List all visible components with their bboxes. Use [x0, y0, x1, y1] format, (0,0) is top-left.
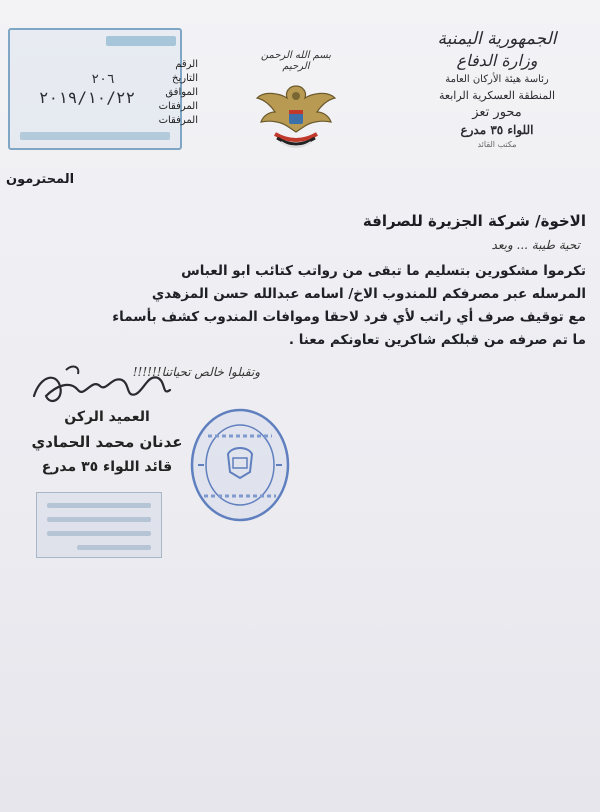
stamp-line [77, 545, 151, 550]
label-corresponding: الموافق [165, 87, 198, 98]
greeting-line: تحية طيبة ... وبعد [491, 238, 580, 252]
signer-rank: العميد الركن [64, 409, 150, 425]
signature-block [22, 405, 192, 479]
label-attachments-2: المرفقات [158, 115, 198, 126]
salutation-respected: المحترمون [6, 172, 75, 187]
eagle-emblem-icon [251, 76, 341, 154]
body-line: تكرموا مشكورين بتسليم ما تبقى من رواتب كتائب ابو العباس [181, 263, 586, 279]
stamp-line [47, 517, 151, 522]
letterhead-brigade: اللواء ٣٥ مدرع [460, 123, 534, 137]
national-emblem [246, 50, 346, 158]
label-attachments: المرفقات [158, 101, 198, 112]
letterhead-region: المنطقة العسكرية الرابعة [439, 89, 555, 102]
reference-number: ٢٠٦ [91, 72, 115, 87]
body-line: مع توقيف صرف أي راتب لأي فرد لاحقا وموافات المندوب كشف بأسماء [112, 309, 586, 325]
stamp-line [47, 503, 151, 508]
stamp-footer-bar [20, 132, 170, 140]
signer-title: قائد اللواء ٣٥ مدرع [41, 459, 173, 475]
stamp-line [47, 531, 151, 536]
letterhead-staff: رئاسة هيئة الأركان العامة [445, 74, 549, 85]
basmala-text: بسم الله الرحمن الرحيم [260, 50, 332, 72]
label-number: الرقم [175, 59, 198, 70]
official-round-stamp [188, 406, 292, 524]
letterhead-axis: محور تعز [472, 105, 522, 120]
recipient-line: الاخوة/ شركة الجزيرة للصرافة [362, 212, 586, 230]
letter-body [10, 260, 586, 352]
closing-line: وتقبلوا خالص تحياتنا!!!!!! [132, 365, 260, 379]
reference-date: ٢٠١٩/١٠/٢٢ [38, 88, 136, 107]
faint-rect-stamp [36, 492, 162, 558]
reference-block [8, 28, 198, 146]
body-line: ما تم صرفه من قبلكم شاكرين تعاونكم معنا . [288, 332, 586, 348]
letterhead-ministry: وزارة الدفاع [456, 51, 538, 70]
body-line: المرسله عبر مصرفكم للمندوب الاخ/ اسامه عبدالله حسن المزهدي [151, 286, 586, 302]
signer-name: عدنان محمد الحمادي [31, 433, 183, 451]
label-date: التاريخ [172, 73, 198, 84]
stamp-header-bar [106, 36, 176, 46]
letterhead-office: مكتب القائد [477, 140, 517, 149]
letterhead-country: الجمهورية اليمنية [437, 29, 557, 49]
letterhead [412, 28, 582, 151]
